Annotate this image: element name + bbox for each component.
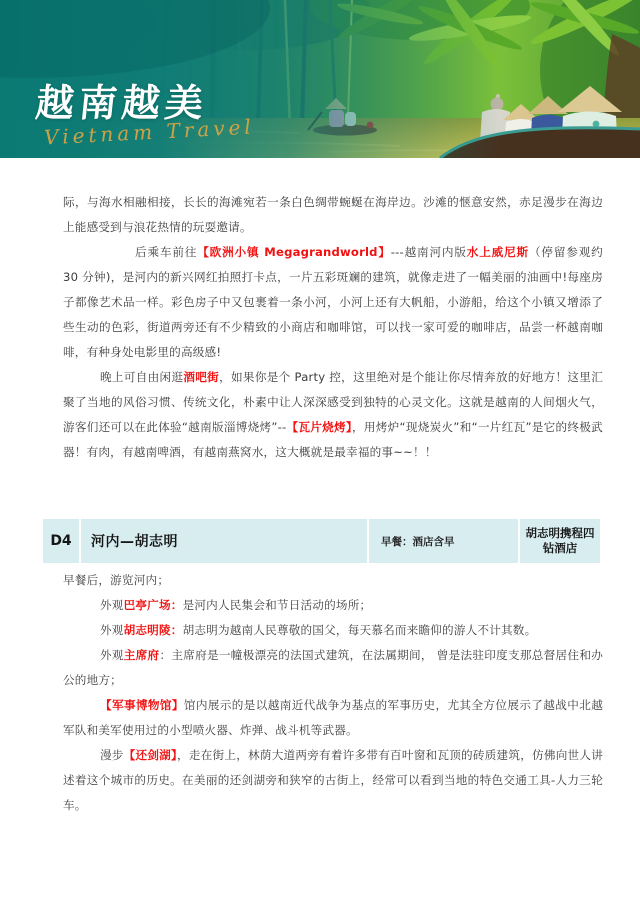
itinerary-day-row bbox=[43, 519, 600, 563]
body-text: ，如果你是个 Party 控，这里绝对是个能让你尽情奔放的好地方！这里汇聚了当地的风俗习惯、传统文化，朴素中让人深深感受到独特的心灵文化。这就是越南的人间烟火气，游客们还可以在此体验“越南版淄博烧烤”-- bbox=[63, 370, 604, 434]
body-text: 晚上可自由闲逛 bbox=[100, 370, 184, 384]
highlight-text: 【瓦片烧烤】 bbox=[286, 420, 352, 434]
paragraph bbox=[63, 365, 603, 465]
intro-section bbox=[63, 190, 603, 465]
header-banner bbox=[0, 0, 640, 158]
logo-title: 越南越美 bbox=[33, 81, 211, 125]
paragraph bbox=[63, 743, 603, 818]
paragraph bbox=[63, 618, 603, 643]
highlight-text: 【还剑湖】 bbox=[123, 748, 178, 762]
highlight-text: 主席府 bbox=[123, 648, 160, 662]
highlight-text: 【军事博物馆】 bbox=[100, 698, 184, 712]
body-text: 是河内人民集会和节日活动的场所； bbox=[182, 598, 372, 612]
body-text: 馆内展示的是以越南近代战争为基点的军事历史，尤其全方位展示了越战中北越军队和美军使用过的小型喷火器、炸弹、战斗机等武器。 bbox=[63, 698, 603, 737]
highlight-text: 酒吧街 bbox=[183, 370, 220, 384]
highlight-text: 胡志明陵： bbox=[123, 623, 183, 637]
body-text: 外观 bbox=[100, 648, 124, 662]
highlight-text: 【欧洲小镇 Megagrandworld】 bbox=[197, 245, 391, 259]
paragraph bbox=[63, 240, 603, 365]
paragraph bbox=[63, 643, 603, 693]
day-detail-section bbox=[63, 568, 603, 818]
logo-subtitle: Vietnam Travel bbox=[43, 114, 256, 150]
body-text: 胡志明为越南人民尊敬的国父，每天慕名而来瞻仰的游人不计其数。 bbox=[182, 623, 537, 637]
body-text: ，走在街上，林荫大道两旁有着许多带有百叶窗和瓦顶的砖质建筑，仿佛向世人讲述着这个城市的历史。在美丽的还剑湖旁和狭窄的古街上，经常可以看到当地的特色交通工具-人力三轮车。 bbox=[63, 748, 604, 812]
paragraph bbox=[63, 190, 603, 240]
body-text: 后乘车前往 bbox=[135, 245, 198, 259]
body-text: ：主席府是一幢极漂亮的法国式建筑，在法属期间， 曾是法驻印度支那总督居住和办公的地方； bbox=[63, 648, 603, 687]
body-text: 漫步 bbox=[100, 748, 124, 762]
body-text: 早餐后，游览河内； bbox=[63, 573, 170, 587]
paragraph bbox=[63, 593, 603, 618]
day-meals-cell: 早餐：酒店含早 bbox=[381, 535, 455, 548]
paragraph bbox=[63, 693, 603, 743]
body-text: ---越南河内版 bbox=[390, 245, 467, 259]
body-text: 外观 bbox=[100, 623, 124, 637]
body-text: 际，与海水相融相接，长长的海滩宛若一条白色绸带蜿蜒在海岸边。沙滩的惬意安然，赤足漫步在海边上能感受到与浪花热情的玩耍邀请。 bbox=[63, 195, 603, 234]
highlight-text: 水上威尼斯 bbox=[466, 245, 529, 259]
paragraph bbox=[63, 568, 603, 593]
day-number-cell: D4 bbox=[50, 533, 72, 549]
body-text: 外观 bbox=[100, 598, 124, 612]
body-text: （停留参观约 30 分钟)，是河内的新兴网红拍照打卡点，一片五彩斑斓的建筑，就像走进了一幅美丽的油画中!每座房子都像艺术品一样。彩色房子中又包裹着一条小河，小河上还有大帆船，小游船，给这个小镇又增添了些生动的色彩，街道两旁还有不少精致的小商店和咖啡馆，可以找一家可爱的咖啡店，品尝一杯越南咖啡，有种身处电影里的高级感! bbox=[63, 245, 603, 359]
highlight-text: 巴亭广场： bbox=[123, 598, 183, 612]
day-route-cell: 河内—胡志明 bbox=[91, 534, 178, 550]
body-text: ，用烤炉“现烧炭火”和“一片红瓦”是它的终极武器！有肉，有越南啤酒，有越南燕窝水，这大概就是最幸福的事~~！！ bbox=[63, 420, 603, 459]
day-hotel-cell: 胡志明携程四钻酒店 bbox=[525, 526, 595, 555]
page-body bbox=[0, 158, 640, 818]
